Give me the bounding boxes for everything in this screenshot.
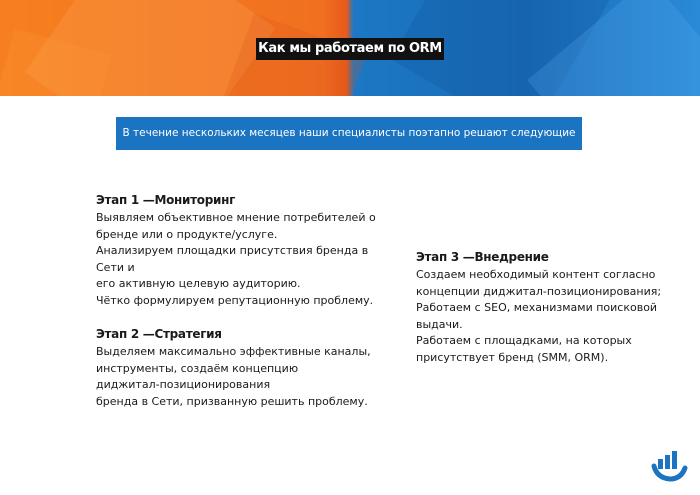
stage-1-line: его активную целевую аудиторию. [96, 277, 301, 290]
stage-1-line: бренде или о продукте/услуге. [96, 227, 278, 241]
stage-3-line: Работаем с SEO, механизмами поисковой выдачи. [416, 301, 658, 331]
stage-1-line: Выявляем объективное мнение потребителей о [96, 211, 376, 224]
stage-3-block [416, 249, 696, 366]
stage-2-block [96, 326, 376, 410]
stage-1-block [96, 192, 376, 309]
stage-2-line: бренда в Сети, призванную решить проблему. [96, 394, 368, 408]
stage-1-line: Чётко формулируем репутационную проблему. [96, 293, 374, 307]
stage-1-title: Этап 1 —Мониторинг [96, 193, 236, 207]
stage-3-line: Работаем с площадками, на которых [416, 334, 632, 347]
stage-3-line: концепции диджитал-позиционирования; [416, 284, 662, 298]
stage-3-line: присутствует бренд (SMM, ORM). [416, 350, 609, 364]
stage-2-line: инструменты, создаём концепцию [96, 361, 299, 375]
stage-1-line: Анализируем площадки присутствия бренда в Сети и [96, 244, 369, 274]
stage-3-title: Этап 3 —Внедрение [416, 250, 549, 264]
stage-2-line: Выделяем максимально эффективные каналы, [96, 345, 371, 358]
page-title: Как мы работаем по ORM [256, 38, 444, 60]
stage-3-line: Создаем необходимый контент согласно [416, 268, 656, 281]
stage-2-line: диджитал-позиционирования [96, 378, 271, 391]
company-logo-icon [648, 450, 688, 482]
stage-2-title: Этап 2 —Стратегия [96, 327, 222, 341]
intro-banner: В течение нескольких месяцев наши специалисты поэтапно решают следующие задачи: [116, 117, 582, 150]
